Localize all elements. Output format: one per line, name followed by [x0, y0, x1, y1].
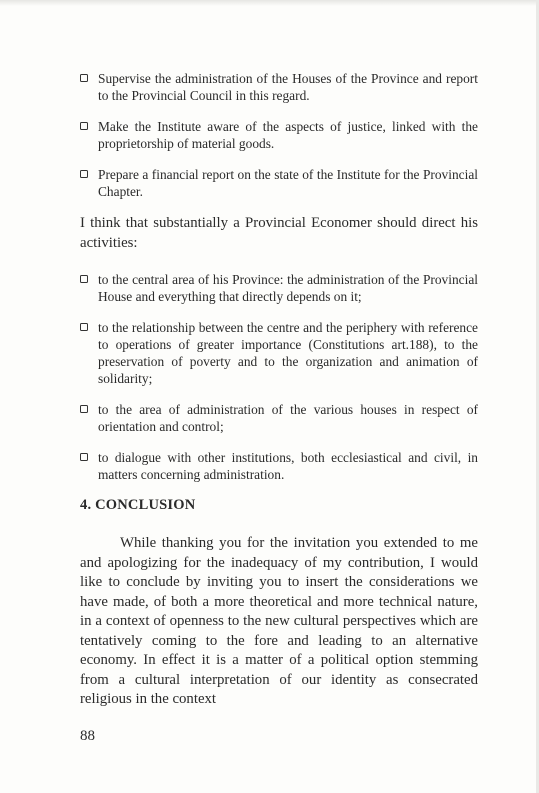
list-item [80, 70, 478, 104]
checkbox-bullet-icon [80, 405, 88, 413]
conclusion-paragraph: While thanking you for the invitation you extended to me and apologizing for the inadequacy of my contribution, I would like to conclude by inviting you to insert the considerations we have made, of both a more theoretical and more technical nature, in a context of openness to the new cultural perspectives which are tentatively coming to the fore and leading to an alternative economy. In effect it is a matter of a political option stemming from a cultural interpretation of our identity as consecrated religious in the context [80, 535, 478, 707]
checkbox-bullet-icon [80, 170, 88, 178]
page-number: 88 [80, 728, 95, 744]
document-page [80, 70, 478, 710]
list-item-text: to the relationship between the centre and the periphery with reference to operations of greater importance (Constitutions art.188), to the preservation of poverty and to the organization and animation of solidarity; [98, 320, 478, 386]
list-item-text: to the central area of his Province: the administration of the Provincial House and everything that directly depends on it; [98, 272, 478, 304]
intro-paragraph: I think that substantially a Provincial Economer should direct his activities: [80, 215, 478, 251]
section-heading: 4. CONCLUSION [80, 497, 196, 513]
checkbox-bullet-icon [80, 275, 88, 283]
list-item-text: to the area of administration of the various houses in respect of orientation and control; [98, 402, 478, 434]
checkbox-bullet-icon [80, 323, 88, 331]
list-item [80, 166, 478, 200]
list-item [80, 118, 478, 152]
list-item [80, 271, 478, 305]
page-top-edge [0, 0, 539, 6]
list-item-text: Make the Institute aware of the aspects of justice, linked with the proprietorship of material goods. [98, 119, 478, 151]
list-item [80, 449, 478, 483]
checkbox-bullet-icon [80, 453, 88, 461]
list-item [80, 319, 478, 387]
list-item-text: Prepare a financial report on the state of the Institute for the Provincial Chapter. [98, 167, 478, 199]
checkbox-bullet-icon [80, 122, 88, 130]
list-item [80, 401, 478, 435]
checkbox-bullet-icon [80, 74, 88, 82]
list-item-text: Supervise the administration of the Houses of the Province and report to the Provincial Council in this regard. [98, 71, 478, 103]
list-item-text: to dialogue with other institutions, both ecclesiastical and civil, in matters concerning administration. [98, 450, 478, 482]
